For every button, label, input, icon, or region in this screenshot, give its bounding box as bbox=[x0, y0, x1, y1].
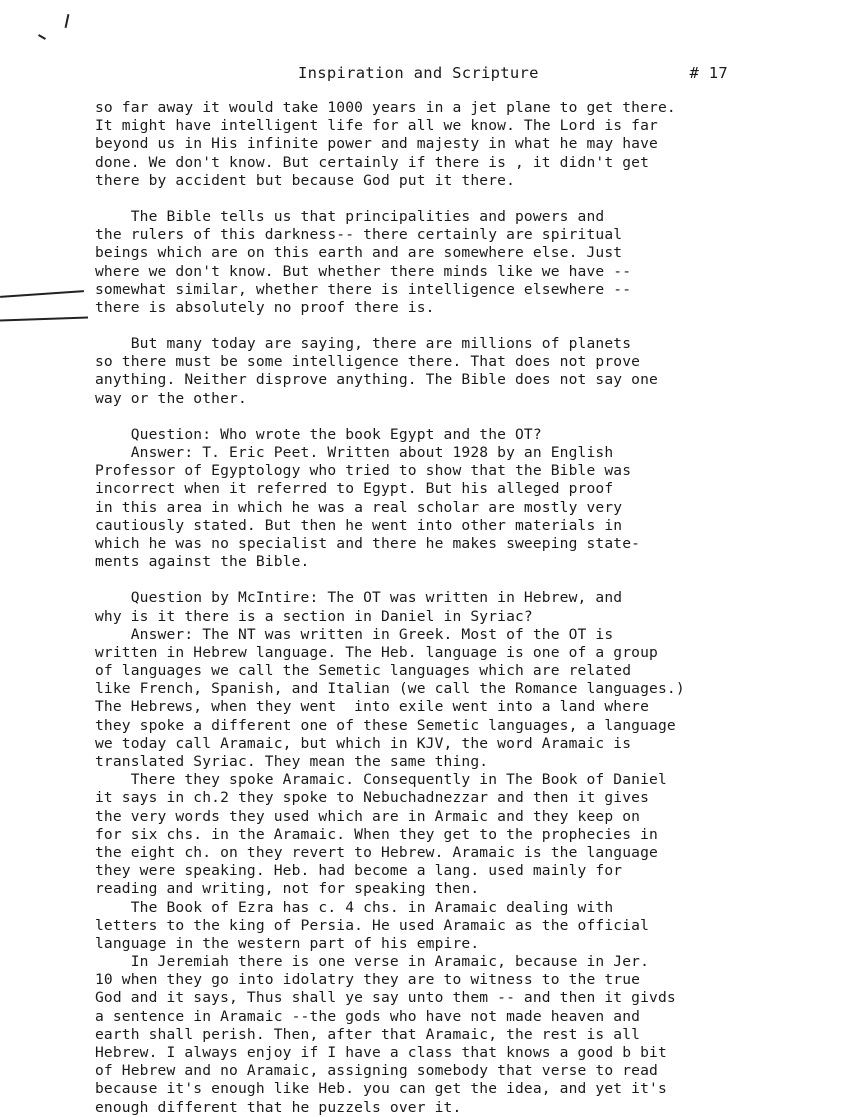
text-line: there by accident but because God put it there. bbox=[95, 171, 516, 189]
text-line: anything. Neither disprove anything. The Bible does not say one bbox=[95, 371, 658, 389]
paragraph bbox=[95, 589, 825, 1116]
text-line: 10 when they go into idolatry they are to witness to the true bbox=[95, 971, 641, 989]
text-line: cautiously stated. But then he went into other materials in bbox=[95, 516, 623, 534]
text-line: The Book of Ezra has c. 4 chs. in Aramaic dealing with bbox=[95, 898, 614, 916]
text-line: the rulers of this darkness-- there certainly are spiritual bbox=[95, 226, 623, 244]
text-line: why is it there is a section in Daniel in Syriac? bbox=[95, 607, 533, 625]
text-line: the very words they used which are in Armaic and they keep on bbox=[95, 807, 641, 825]
paragraph bbox=[95, 208, 825, 317]
text-line: language in the western part of his empire. bbox=[95, 934, 480, 952]
text-line: it says in ch.2 they spoke to Nebuchadnezzar and then it gives bbox=[95, 789, 650, 807]
text-line: written in Hebrew language. The Heb. language is one of a group bbox=[95, 643, 658, 661]
text-line: The Hebrews, when they went into exile went into a land where bbox=[95, 698, 650, 716]
text-line: It might have intelligent life for all we know. The Lord is far bbox=[95, 117, 658, 135]
paragraph bbox=[95, 335, 825, 408]
margin-line bbox=[0, 290, 84, 298]
paragraph bbox=[95, 99, 825, 190]
text-line: incorrect when it referred to Egypt. But his alleged proof bbox=[95, 480, 614, 498]
paragraph bbox=[95, 426, 825, 572]
text-line: translated Syriac. They mean the same thing. bbox=[95, 753, 489, 770]
text-line: where we don't know. But whether there minds like we have -- bbox=[95, 262, 632, 280]
text-line: ments against the Bible. bbox=[95, 553, 310, 571]
page-number: # 17 bbox=[689, 64, 728, 82]
text-line: done. We don't know. But certainly if there is , it didn't get bbox=[95, 153, 650, 171]
text-line: Professor of Egyptology who tried to show that the Bible was bbox=[95, 462, 632, 480]
text-line: because it's enough like Heb. you can get the idea, and yet it's bbox=[95, 1080, 667, 1098]
pen-mark bbox=[38, 34, 46, 40]
text-line: a sentence in Aramaic --the gods who have not made heaven and bbox=[95, 1007, 641, 1025]
text-line: reading and writing, not for speaking then. bbox=[95, 880, 480, 898]
text-line: Hebrew. I always enjoy if I have a class that knows a good b bit bbox=[95, 1044, 667, 1061]
pen-mark bbox=[65, 14, 70, 28]
text-line: so far away it would take 1000 years in a jet plane to get there. bbox=[95, 99, 676, 116]
document-body bbox=[95, 99, 825, 1117]
text-line: God and it says, Thus shall ye say unto them -- and then it givds bbox=[95, 989, 676, 1007]
text-line: way or the other. bbox=[95, 389, 247, 407]
margin-line bbox=[0, 316, 88, 321]
text-line: of Hebrew and no Aramaic, assigning somebody that verse to read bbox=[95, 1062, 658, 1080]
text-line: enough different that he puzzels over it. bbox=[95, 1098, 462, 1116]
text-line: Answer: The NT was written in Greek. Most of the OT is bbox=[95, 625, 614, 643]
text-line: earth shall perish. Then, after that Aramaic, the rest is all bbox=[95, 1025, 641, 1043]
text-line: like French, Spanish, and Italian (we call the Romance languages.) bbox=[95, 680, 685, 698]
text-line: they were speaking. Heb. had become a lang. used mainly for bbox=[95, 862, 623, 880]
text-line: there is absolutely no proof there is. bbox=[95, 298, 435, 316]
text-line: somewhat similar, whether there is intelligence elsewhere -- bbox=[95, 280, 632, 298]
text-line: for six chs. in the Aramaic. When they get to the prophecies in bbox=[95, 825, 658, 843]
text-line: so there must be some intelligence there. That does not prove bbox=[95, 353, 641, 371]
text-line: we today call Aramaic, but which in KJV, the word Aramaic is bbox=[95, 734, 632, 752]
text-line: of languages we call the Semetic languages which are related bbox=[95, 662, 632, 680]
text-line: But many today are saying, there are millions of planets bbox=[95, 335, 632, 353]
text-line: beings which are on this earth and are somewhere else. Just bbox=[95, 244, 623, 262]
text-line: which he was no specialist and there he makes sweeping state- bbox=[95, 534, 641, 552]
text-line: Question by McIntire: The OT was written in Hebrew, and bbox=[95, 589, 623, 607]
text-line: There they spoke Aramaic. Consequently in The Book of Daniel bbox=[95, 771, 667, 789]
text-line: they spoke a different one of these Semetic languages, a language bbox=[95, 716, 676, 734]
text-line: In Jeremiah there is one verse in Aramaic, because in Jer. bbox=[95, 953, 650, 971]
text-line: beyond us in His infinite power and majesty in what he may have bbox=[95, 135, 658, 153]
text-line: The Bible tells us that principalities and powers and bbox=[95, 207, 605, 225]
header-title: Inspiration and Scripture bbox=[298, 64, 539, 82]
text-line: in this area in which he was a real scholar are mostly very bbox=[95, 498, 623, 516]
text-line: the eight ch. on they revert to Hebrew. Aramaic is the language bbox=[95, 843, 658, 861]
text-line: Answer: T. Eric Peet. Written about 1928 by an English bbox=[95, 444, 614, 461]
text-line: letters to the king of Persia. He used Aramaic as the official bbox=[95, 916, 650, 934]
text-line: Question: Who wrote the book Egypt and the OT? bbox=[95, 425, 542, 443]
